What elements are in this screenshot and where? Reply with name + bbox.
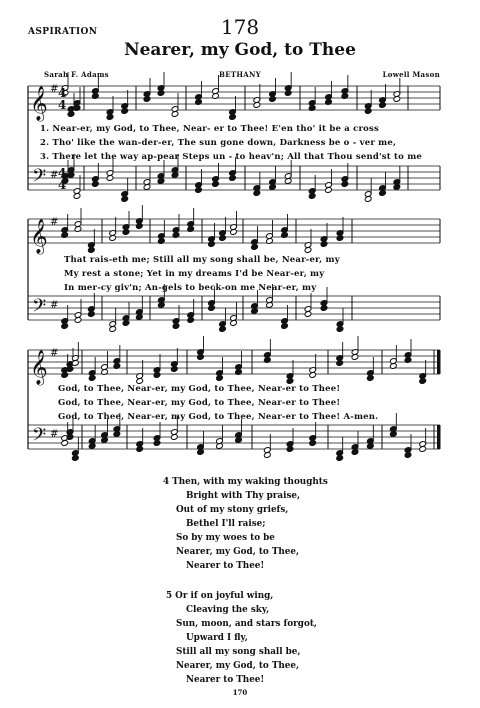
composer-credit: Lowell Mason	[382, 70, 440, 79]
note-head	[88, 443, 96, 450]
note-head	[109, 326, 117, 333]
note-head	[122, 320, 130, 327]
note-head	[171, 172, 179, 179]
note-head	[121, 196, 129, 203]
note-head	[153, 440, 161, 447]
note-head	[251, 244, 259, 251]
hymn-category: ASPIRATION	[28, 27, 98, 37]
final-barline	[437, 350, 440, 374]
key-signature-sharp-icon: #	[50, 170, 59, 181]
note-head	[309, 372, 317, 379]
verse-line: Upward I fly,	[186, 633, 248, 643]
note-head	[336, 326, 344, 333]
lyric-line: That rais-eth me; Still all my song shall be, Near-er, my	[64, 255, 340, 265]
verse-line: Sun, moon, and stars forgot,	[176, 619, 317, 629]
note-head	[419, 446, 427, 453]
treble-clef-icon: 𝄞	[30, 350, 48, 385]
note-head	[171, 366, 179, 373]
note-head	[364, 108, 372, 115]
note-head	[304, 247, 312, 254]
key-signature-sharp-icon: #	[50, 348, 59, 359]
tune-name: BETHANY	[218, 70, 261, 79]
verse-line: 4 Then, with my waking thoughts	[163, 477, 328, 487]
note-head	[74, 317, 82, 324]
lyricist-credit: Sarah F. Adams	[44, 70, 109, 79]
note-head	[379, 102, 387, 109]
note-head	[88, 375, 96, 382]
note-head	[143, 96, 151, 103]
note-head	[197, 354, 205, 361]
note-head	[106, 175, 114, 182]
note-head	[367, 375, 375, 382]
note-head	[284, 178, 292, 185]
hymn-title: Nearer, my God, to Thee	[124, 40, 356, 60]
note-head	[266, 302, 274, 309]
note-head	[143, 184, 151, 191]
note-head	[197, 449, 205, 456]
page-number: 170	[232, 688, 248, 697]
note-head	[230, 320, 238, 327]
note-head	[253, 190, 261, 197]
verse-line: Still all my song shall be,	[176, 647, 301, 657]
note-head	[379, 190, 387, 197]
note-head	[336, 235, 344, 242]
note-head	[281, 323, 289, 330]
note-head	[113, 431, 121, 438]
note-head	[304, 311, 312, 318]
verse-line: Nearer, my God, to Thee,	[176, 547, 300, 557]
note-head	[195, 187, 203, 194]
note-head	[390, 431, 398, 438]
note-head	[101, 437, 109, 444]
note-head	[325, 187, 333, 194]
note-head	[88, 311, 96, 318]
note-head	[219, 326, 227, 333]
treble-clef-icon: 𝄞	[30, 86, 48, 121]
note-head	[121, 108, 129, 115]
note-head	[171, 111, 179, 118]
note-head	[171, 434, 179, 441]
note-head	[269, 96, 277, 103]
time-signature: 4	[58, 98, 67, 112]
note-head	[172, 323, 180, 330]
note-head	[393, 96, 401, 103]
bass-clef-icon: 𝄢	[32, 296, 47, 321]
verse-line: Nearer to Thee!	[186, 675, 265, 685]
note-head	[136, 223, 144, 230]
lyric-line: In mer-cy giv'n; An-gels to beck-on me Near-er, my	[64, 283, 317, 293]
note-head	[351, 449, 359, 456]
note-head	[219, 235, 227, 242]
note-head	[264, 452, 272, 459]
note-head	[269, 184, 277, 191]
note-head	[229, 175, 237, 182]
lyric-line: God, to Thee, Near-er, my God, to Thee, Near-er to Thee! A-men.	[58, 412, 379, 422]
note-head	[216, 375, 224, 382]
note-head	[88, 247, 96, 254]
time-signature: 4	[58, 86, 67, 100]
note-head	[364, 196, 372, 203]
key-signature-sharp-icon: #	[50, 217, 59, 228]
note-head	[187, 317, 195, 324]
lyric-line: 2. Tho' like the wan-der-er, The sun gone down, Darkness be o - ver me,	[40, 138, 397, 148]
note-head	[286, 446, 294, 453]
verse-line: Cleaving the sky,	[186, 605, 270, 615]
verse-line: So by my woes to be	[176, 533, 275, 543]
note-head	[253, 102, 261, 109]
note-head	[393, 184, 401, 191]
verse-line: 5 Or if on joyful wing,	[166, 591, 274, 601]
note-head	[72, 455, 80, 462]
note-head	[336, 360, 344, 367]
note-head	[61, 440, 69, 447]
final-barline	[437, 425, 440, 449]
note-head	[153, 372, 161, 379]
note-head	[309, 440, 317, 447]
note-head	[136, 314, 144, 321]
lyric-line: God, to Thee, Near-er, my God, to Thee, Near-er to Thee!	[58, 384, 341, 394]
note-head	[367, 443, 375, 450]
note-head	[308, 193, 316, 200]
note-head	[351, 354, 359, 361]
lyric-line: 3. There let the way ap-pear Steps un - to heav'n; All that Thou send'st to me	[40, 152, 422, 162]
hymn-number: 178	[220, 15, 260, 39]
note-head	[216, 443, 224, 450]
bass-clef-icon: 𝄢	[32, 425, 47, 450]
note-head	[67, 111, 75, 118]
note-head	[208, 241, 216, 248]
note-head	[136, 446, 144, 453]
note-head	[320, 305, 328, 312]
note-head	[212, 181, 220, 188]
lyric-line: God, to Thee, Near-er, my God, to Thee, Near-er to Thee!	[58, 398, 341, 408]
note-head	[122, 229, 130, 236]
note-head	[158, 302, 166, 309]
note-head	[320, 241, 328, 248]
note-head	[419, 378, 427, 385]
note-head	[61, 372, 69, 379]
lyric-line: My rest a stone; Yet in my dreams I'd be Near-er, my	[64, 269, 325, 279]
verse-line: Bethel I'll raise;	[186, 519, 266, 529]
key-signature-sharp-icon: #	[50, 300, 59, 311]
note-head	[341, 181, 349, 188]
verse-line: Out of my stony griefs,	[176, 505, 289, 515]
verse-line: Nearer, my God, to Thee,	[176, 661, 300, 671]
note-head	[284, 90, 292, 97]
note-head	[229, 114, 237, 121]
lyric-line: 1. Near-er, my God, to Thee, Near- er to Thee! E'en tho' it be a cross	[40, 124, 380, 134]
note-head	[61, 323, 69, 330]
note-head	[208, 305, 216, 312]
verse-line: Bright with Thy praise,	[186, 491, 301, 501]
note-head	[92, 181, 100, 188]
note-head	[404, 452, 412, 459]
key-signature-sharp-icon: #	[50, 429, 59, 440]
bass-clef-icon: 𝄢	[32, 166, 47, 191]
note-head	[336, 455, 344, 462]
note-head	[235, 437, 243, 444]
note-head	[157, 178, 165, 185]
note-head	[230, 229, 238, 236]
note-head	[73, 193, 81, 200]
note-head	[157, 90, 165, 97]
note-head	[106, 114, 114, 121]
time-signature: 4	[58, 166, 67, 180]
verse-line: Nearer to Thee!	[186, 561, 265, 571]
treble-clef-icon: 𝄞	[30, 219, 48, 254]
time-signature: 4	[58, 178, 67, 192]
note-head	[251, 308, 259, 315]
key-signature-sharp-icon: #	[50, 84, 59, 95]
note-head	[109, 235, 117, 242]
